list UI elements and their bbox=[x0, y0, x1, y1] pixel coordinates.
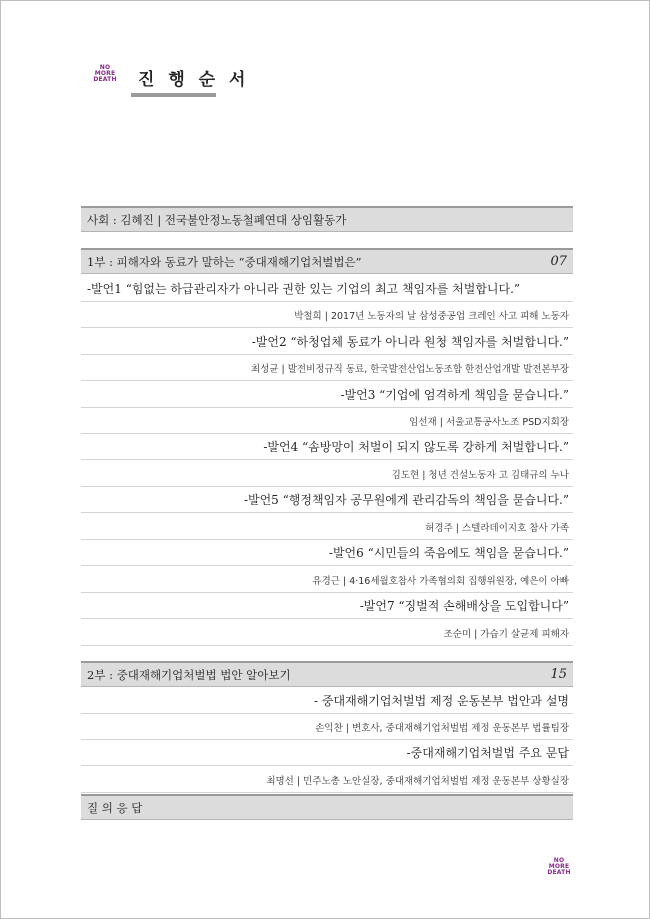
talk-speaker: 조순미 | 가습기 살균제 피해자 bbox=[81, 620, 573, 646]
talk-speaker: 손익찬 | 변호사, 중대재해기업처벌법 제정 운동본부 법률팀장 bbox=[81, 714, 573, 740]
logo-text: NO bbox=[99, 64, 111, 71]
page-title: 진 행 순 서 bbox=[138, 70, 250, 90]
talk-title: - 중대재해기업처벌법 제정 운동본부 법안과 설명 bbox=[81, 688, 573, 714]
talk-speaker: 최성균 | 발전비정규직 동료, 한국발전산업노동조합 한전산업개발 발전본부장 bbox=[81, 355, 573, 381]
logo-text: DEATH bbox=[547, 869, 571, 876]
qa-section bbox=[81, 794, 573, 820]
talk-title: -발언6 “시민들의 죽음에도 책임을 묻습니다.” bbox=[81, 540, 573, 566]
talk-speaker: 박철희 | 2017년 노동자의 날 삼성중공업 크레인 사고 피해 노동자 bbox=[81, 302, 573, 328]
qa-label: 질 의 응 답 bbox=[87, 800, 143, 815]
talk-speaker: 최명선 | 민주노총 노안실장, 중대재해기업처벌법 제정 운동본부 상황실장 bbox=[81, 767, 573, 793]
logo-text: MORE bbox=[548, 863, 570, 870]
part2-section bbox=[81, 661, 573, 687]
no-more-death-logo bbox=[541, 858, 577, 876]
host-section bbox=[81, 206, 573, 232]
talk-title: -발언1 “힘없는 하급관리자가 아니라 권한 있는 기업의 최고 책임자를 처벌합니다.” bbox=[81, 276, 573, 302]
part1-page-number: 07 bbox=[550, 254, 567, 269]
talk-title: -발언7 “징벌적 손해배상을 도입합니다” bbox=[81, 593, 573, 619]
part1-section bbox=[81, 248, 573, 274]
talk-speaker: 김도현 | 청년 건설노동자 고 김태규의 누나 bbox=[81, 461, 573, 487]
talk-title: -발언5 “행정책임자 공무원에게 관리감독의 책임을 묻습니다.” bbox=[81, 487, 573, 513]
no-more-death-logo bbox=[87, 65, 123, 83]
host-label: 사회 : 김혜진 | 전국불안정노동철폐연대 상임활동가 bbox=[87, 212, 347, 227]
talk-speaker: 허경주 | 스텔라데이지호 참사 가족 bbox=[81, 514, 573, 540]
logo-text: DEATH bbox=[93, 76, 117, 83]
logo-text: NO bbox=[553, 857, 565, 864]
talk-title: -발언4 “솜방망이 처벌이 되지 않도록 강하게 처벌합니다.” bbox=[81, 434, 573, 460]
talk-title: -중대재해기업처벌법 주요 문답 bbox=[81, 740, 573, 766]
talk-speaker: 임선재 | 서울교통공사노조 PSD지회장 bbox=[81, 408, 573, 434]
talk-title: -발언2 “하청업체 동료가 아니라 원청 책임자를 처벌합니다.” bbox=[81, 329, 573, 355]
talk-speaker: 유경근 | 4·16세월호참사 가족협의회 집행위원장, 예은이 아빠 bbox=[81, 567, 573, 593]
part2-label: 2부 : 중대재해기업처벌법 법안 알아보기 bbox=[87, 667, 291, 682]
part2-page-number: 15 bbox=[550, 667, 567, 682]
part1-label: 1부 : 피해자와 동료가 말하는 “중대재해기업처벌법은” bbox=[87, 254, 362, 269]
talk-title: -발언3 “기업에 엄격하게 책임을 묻습니다.” bbox=[81, 382, 573, 408]
logo-text: MORE bbox=[94, 70, 116, 77]
title-underline bbox=[131, 93, 216, 97]
